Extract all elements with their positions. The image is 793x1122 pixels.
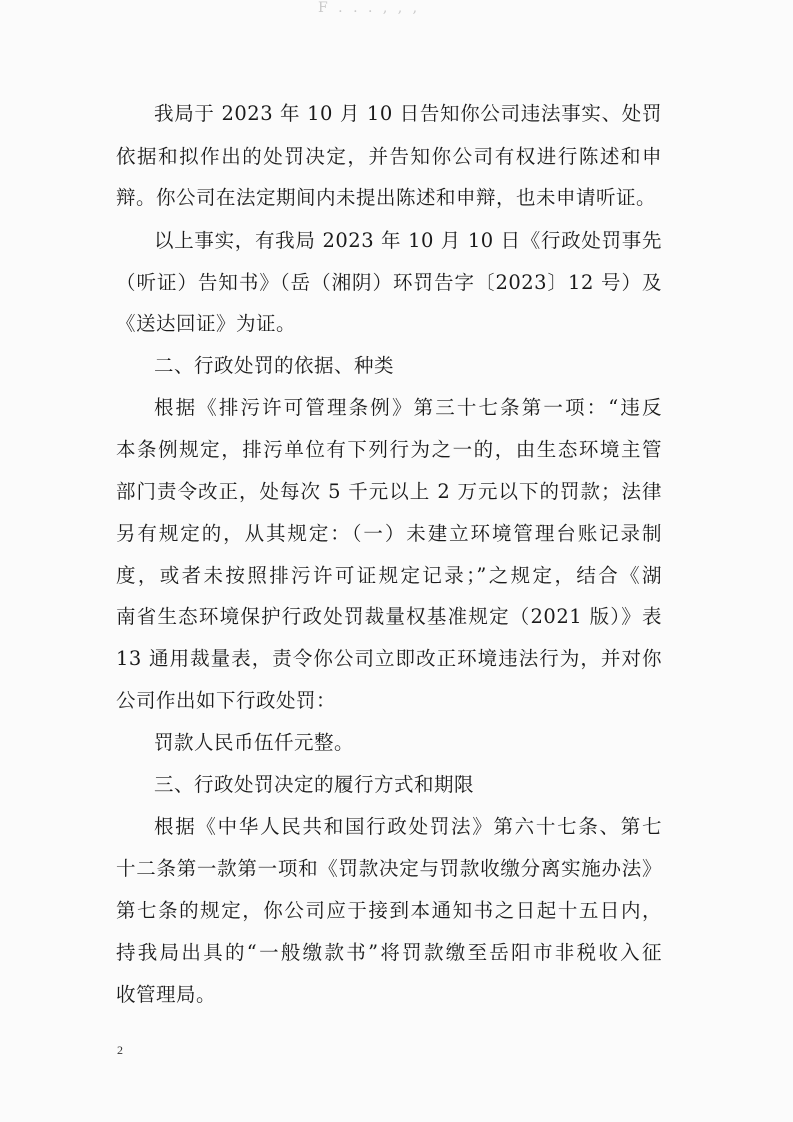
text-line: 以上事实，有我局 2023 年 10 月 10 日《行政处罚事先 <box>154 229 662 252</box>
text-line: 根据《排污许可管理条例》第三十七条第一项：“违反 <box>154 396 662 419</box>
text-line: 我局于 2023 年 10 月 10 日告知你公司违法事实、处罚 <box>154 102 662 125</box>
text-line: 第七条的规定，你公司应于接到本通知书之日起十五日内， <box>116 899 662 922</box>
text-line: 持我局出具的“一般缴款书”将罚款缴至岳阳市非税收入征 <box>116 941 662 964</box>
text-line: 根据《中华人民共和国行政处罚法》第六十七条、第七 <box>154 815 662 838</box>
text-line: 本条例规定，排污单位有下列行为之一的，由生态环境主管 <box>116 438 662 461</box>
fine-amount: 罚款人民币伍仟元整。 <box>154 731 355 754</box>
faint-header-mark: F . . . , , , <box>318 0 421 16</box>
text-line: 辩。你公司在法定期间内未提出陈述和申辩，也未申请听证。 <box>116 186 657 209</box>
section-heading: 二、行政处罚的依据、种类 <box>154 354 395 377</box>
page-number: 2 <box>117 1043 123 1057</box>
text-line: 南省生态环境保护行政处罚裁量权基准规定（2021 版）》表 <box>116 605 662 628</box>
text-line: 十二条第一款第一项和《罚款决定与罚款收缴分离实施办法》 <box>116 857 662 880</box>
text-line: 部门责令改正，处每次 5 千元以上 2 万元以下的罚款；法律 <box>116 480 662 503</box>
text-line: 公司作出如下行政处罚： <box>116 689 337 712</box>
text-line: 度，或者未按照排污许可证规定记录；”之规定，结合《湖 <box>116 564 662 587</box>
text-line: 13 通用裁量表，责令你公司立即改正环境违法行为，并对你 <box>116 647 662 670</box>
text-line: 另有规定的，从其规定：（一）未建立环境管理台账记录制 <box>116 522 662 545</box>
text-line: 《送达回证》为证。 <box>116 312 297 335</box>
text-line: 依据和拟作出的处罚决定，并告知你公司有权进行陈述和申 <box>116 145 662 168</box>
text-line: （听证）告知书》（岳（湘阴）环罚告字〔2023〕12 号）及 <box>116 271 662 294</box>
text-line: 收管理局。 <box>116 983 217 1006</box>
section-heading: 三、行政处罚决定的履行方式和期限 <box>154 773 475 796</box>
